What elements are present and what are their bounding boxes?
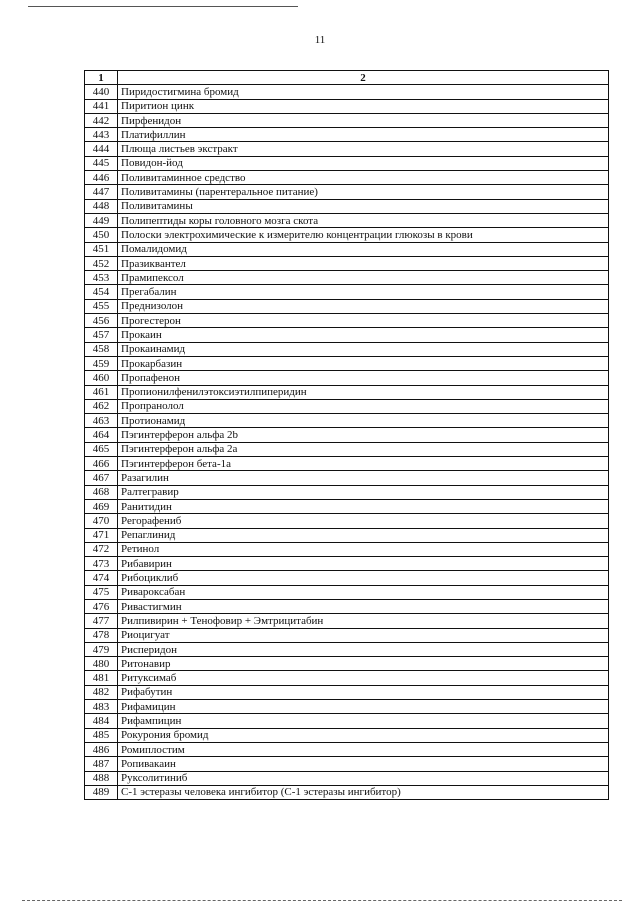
row-drug-name: C-1 эстеразы человека ингибитор (C-1 эстеразы ингибитор)	[118, 785, 609, 799]
row-drug-name: Помалидомид	[118, 242, 609, 256]
row-drug-name: Пэгинтерферон альфа 2b	[118, 428, 609, 442]
row-number: 483	[85, 700, 118, 714]
row-drug-name: Поливитамины (парентеральное питание)	[118, 185, 609, 199]
row-number: 472	[85, 542, 118, 556]
row-number: 473	[85, 557, 118, 571]
row-drug-name: Ритуксимаб	[118, 671, 609, 685]
row-number: 444	[85, 142, 118, 156]
row-drug-name: Полипептиды коры головного мозга скота	[118, 213, 609, 227]
column-header-number: 1	[85, 71, 118, 85]
table-row	[85, 728, 609, 742]
row-drug-name: Прокарбазин	[118, 356, 609, 370]
row-number: 447	[85, 185, 118, 199]
row-number: 481	[85, 671, 118, 685]
table-row	[85, 642, 609, 656]
row-drug-name: Пропионилфенилэтоксиэтилпиперидин	[118, 385, 609, 399]
table-row	[85, 457, 609, 471]
row-number: 482	[85, 685, 118, 699]
row-number: 449	[85, 213, 118, 227]
row-drug-name: Поливитамины	[118, 199, 609, 213]
table-row	[85, 385, 609, 399]
row-drug-name: Ретинол	[118, 542, 609, 556]
table-row	[85, 628, 609, 642]
row-number: 451	[85, 242, 118, 256]
table-row	[85, 213, 609, 227]
row-drug-name: Пропранолол	[118, 399, 609, 413]
row-drug-name: Полоски электрохимические к измерителю концентрации глюкозы в крови	[118, 228, 609, 242]
table-row	[85, 271, 609, 285]
table-row	[85, 471, 609, 485]
row-drug-name: Пропафенон	[118, 371, 609, 385]
table-row	[85, 399, 609, 413]
row-number: 485	[85, 728, 118, 742]
row-number: 488	[85, 771, 118, 785]
table-row	[85, 85, 609, 99]
row-number: 441	[85, 99, 118, 113]
table-row	[85, 142, 609, 156]
table-row	[85, 785, 609, 799]
row-number: 455	[85, 299, 118, 313]
row-drug-name: Риоцигуат	[118, 628, 609, 642]
table-row	[85, 585, 609, 599]
table-row	[85, 442, 609, 456]
row-drug-name: Протионамид	[118, 414, 609, 428]
table-row	[85, 514, 609, 528]
row-drug-name: Рифабутин	[118, 685, 609, 699]
row-number: 484	[85, 714, 118, 728]
row-number: 457	[85, 328, 118, 342]
table-row	[85, 700, 609, 714]
table-row	[85, 542, 609, 556]
row-drug-name: Ранитидин	[118, 499, 609, 513]
row-number: 461	[85, 385, 118, 399]
row-number: 459	[85, 356, 118, 370]
row-number: 477	[85, 614, 118, 628]
table-row	[85, 171, 609, 185]
table-row	[85, 757, 609, 771]
row-number: 470	[85, 514, 118, 528]
row-number: 476	[85, 599, 118, 613]
table-row	[85, 156, 609, 170]
row-number: 458	[85, 342, 118, 356]
table-row	[85, 285, 609, 299]
table-row	[85, 299, 609, 313]
table-row	[85, 599, 609, 613]
table-row	[85, 557, 609, 571]
row-number: 442	[85, 113, 118, 127]
row-drug-name: Прокаин	[118, 328, 609, 342]
page-number: 11	[314, 34, 326, 46]
row-number: 487	[85, 757, 118, 771]
row-number: 489	[85, 785, 118, 799]
row-drug-name: Платифиллин	[118, 128, 609, 142]
table-row	[85, 657, 609, 671]
row-drug-name: Повидон-йод	[118, 156, 609, 170]
row-drug-name: Рисперидон	[118, 642, 609, 656]
row-drug-name: Прамипексол	[118, 271, 609, 285]
row-number: 453	[85, 271, 118, 285]
row-number: 456	[85, 314, 118, 328]
row-drug-name: Преднизолон	[118, 299, 609, 313]
table-row	[85, 371, 609, 385]
table-row	[85, 571, 609, 585]
row-drug-name: Ритонавир	[118, 657, 609, 671]
table-row	[85, 685, 609, 699]
row-number: 446	[85, 171, 118, 185]
row-drug-name: Пэгинтерферон бета-1a	[118, 457, 609, 471]
row-drug-name: Ривастигмин	[118, 599, 609, 613]
table-row	[85, 771, 609, 785]
table-row	[85, 414, 609, 428]
row-drug-name: Пиритион цинк	[118, 99, 609, 113]
row-drug-name: Прокаинамид	[118, 342, 609, 356]
row-number: 443	[85, 128, 118, 142]
table-row	[85, 128, 609, 142]
table-row	[85, 185, 609, 199]
row-drug-name: Прегабалин	[118, 285, 609, 299]
table-row	[85, 356, 609, 370]
row-drug-name: Рокурония бромид	[118, 728, 609, 742]
row-number: 467	[85, 471, 118, 485]
row-number: 462	[85, 399, 118, 413]
row-number: 440	[85, 85, 118, 99]
bottom-rule	[22, 900, 622, 901]
row-number: 460	[85, 371, 118, 385]
table-row	[85, 614, 609, 628]
table-row	[85, 256, 609, 270]
table-row	[85, 528, 609, 542]
row-number: 479	[85, 642, 118, 656]
row-number: 454	[85, 285, 118, 299]
row-drug-name: Рибоциклиб	[118, 571, 609, 585]
table-row	[85, 314, 609, 328]
row-number: 480	[85, 657, 118, 671]
row-drug-name: Плюща листьев экстракт	[118, 142, 609, 156]
row-number: 468	[85, 485, 118, 499]
table-header-row	[85, 71, 609, 85]
table-row	[85, 99, 609, 113]
row-drug-name: Репаглинид	[118, 528, 609, 542]
drug-table	[84, 70, 609, 800]
table-row	[85, 499, 609, 513]
table-row	[85, 242, 609, 256]
row-drug-name: Разагилин	[118, 471, 609, 485]
row-drug-name: Ромиплостим	[118, 742, 609, 756]
table-row	[85, 428, 609, 442]
row-number: 448	[85, 199, 118, 213]
row-number: 452	[85, 256, 118, 270]
table-row	[85, 328, 609, 342]
row-drug-name: Ривароксабан	[118, 585, 609, 599]
row-number: 474	[85, 571, 118, 585]
table-row	[85, 228, 609, 242]
row-drug-name: Рифампицин	[118, 714, 609, 728]
row-number: 445	[85, 156, 118, 170]
row-number: 450	[85, 228, 118, 242]
column-header-name: 2	[118, 71, 609, 85]
row-number: 471	[85, 528, 118, 542]
table-row	[85, 342, 609, 356]
top-rule	[28, 6, 298, 7]
row-drug-name: Ралтегравир	[118, 485, 609, 499]
table-body	[85, 85, 609, 800]
row-number: 469	[85, 499, 118, 513]
row-drug-name: Пирфенидон	[118, 113, 609, 127]
table-row	[85, 671, 609, 685]
row-drug-name: Рилпивирин + Тенофовир + Эмтрицитабин	[118, 614, 609, 628]
row-drug-name: Ропивакаин	[118, 757, 609, 771]
row-drug-name: Пиридостигмина бромид	[118, 85, 609, 99]
row-drug-name: Поливитаминное средство	[118, 171, 609, 185]
row-drug-name: Рибавирин	[118, 557, 609, 571]
row-number: 465	[85, 442, 118, 456]
row-drug-name: Руксолитиниб	[118, 771, 609, 785]
row-drug-name: Прогестерон	[118, 314, 609, 328]
row-number: 486	[85, 742, 118, 756]
row-number: 466	[85, 457, 118, 471]
row-number: 464	[85, 428, 118, 442]
row-drug-name: Празиквантел	[118, 256, 609, 270]
row-number: 478	[85, 628, 118, 642]
table-row	[85, 199, 609, 213]
table-row	[85, 485, 609, 499]
row-drug-name: Рифамицин	[118, 700, 609, 714]
row-number: 463	[85, 414, 118, 428]
table-row	[85, 714, 609, 728]
row-number: 475	[85, 585, 118, 599]
table-row	[85, 113, 609, 127]
row-drug-name: Регорафениб	[118, 514, 609, 528]
row-drug-name: Пэгинтерферон альфа 2a	[118, 442, 609, 456]
table-row	[85, 742, 609, 756]
